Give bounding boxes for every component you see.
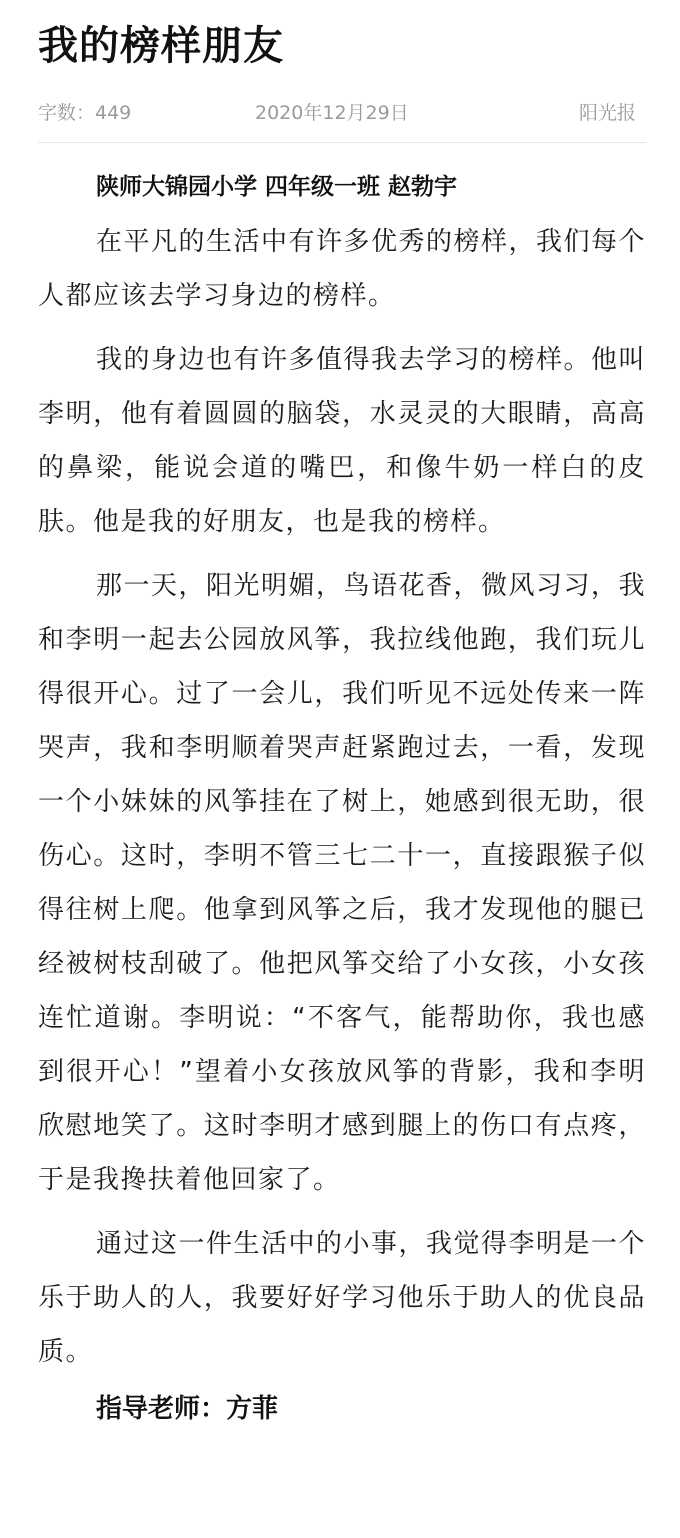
publish-date: 2020年12月29日 [255,102,409,124]
source-name: 阳光报 [578,102,636,124]
meta-divider [38,142,646,143]
article-body [38,215,646,1379]
author-byline: 陕师大锦园小学 四年级一班 赵勃宇 [96,174,458,200]
paragraph: 在平凡的生活中有许多优秀的榜样，我们每个人都应该去学习身边的榜样。 [38,227,647,311]
teacher-credit: 指导老师：方菲 [96,1394,279,1424]
paragraph: 通过这一件生活中的小事，我觉得李明是一个乐于助人的人，我要好好学习他乐于助人的优良品质。 [38,1229,647,1367]
word-count: 字数：449 [38,102,132,124]
article-title: 我的榜样朋友 [38,23,284,69]
article-meta [38,98,646,128]
paragraph: 我的身边也有许多值得我去学习的榜样。他叫李明，他有着圆圆的脑袋，水灵灵的大眼睛，高高的鼻梁，能说会道的嘴巴，和像牛奶一样白的皮肤。他是我的好朋友，也是我的榜样。 [38,345,647,537]
article [38,0,646,1429]
paragraph: 那一天，阳光明媚，鸟语花香，微风习习，我和李明一起去公园放风筝，我拉线他跑，我们玩儿得很开心。过了一会儿，我们听见不远处传来一阵哭声，我和李明顺着哭声赶紧跑过去，一看，发现一个小妹妹的风筝挂在了树上，她感到很无助，很伤心。这时，李明不管三七二十一，直接跟猴子似得往树上爬。他拿到风筝之后，我才发现他的腿已经被树枝刮破了。他把风筝交给了小女孩，小女孩连忙道谢。李明说：“不客气，能帮助你，我也感到很开心！”望着小女孩放风筝的背影，我和李明欣慰地笑了。这时李明才感到腿上的伤口有点疼，于是我搀扶着他回家了。 [38,571,647,1195]
